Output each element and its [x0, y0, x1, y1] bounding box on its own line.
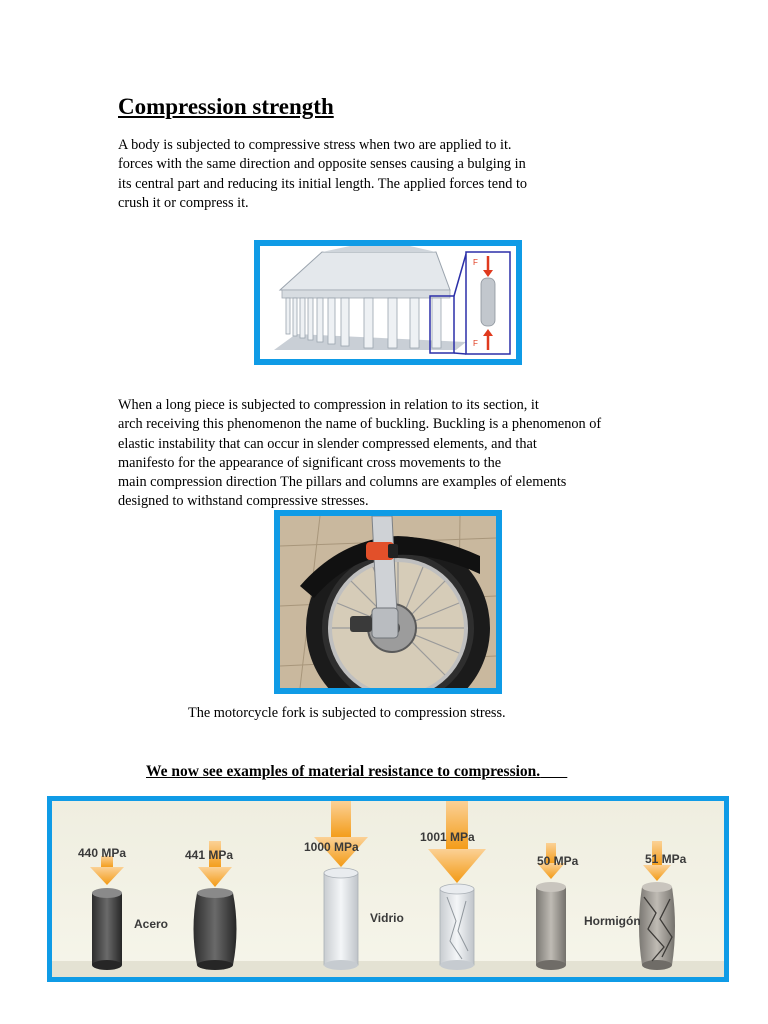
buckling-paragraph: [118, 396, 601, 512]
text-line: crush it or compress it.: [118, 194, 249, 211]
material-name: Acero: [134, 917, 169, 931]
material-name: Hormigón: [584, 914, 641, 928]
glass-specimen: [324, 868, 358, 970]
text-line: main compression direction The pillars and columns are examples of elements: [118, 474, 567, 491]
pressure-label: 1000 MPa: [304, 840, 359, 854]
materials-heading-text: We now see examples of material resistance to compression.: [146, 763, 541, 780]
page-title: Compression strength: [118, 94, 334, 119]
concrete-specimen-cracked: [639, 882, 675, 970]
motorcycle-wheel-illustration: [280, 516, 496, 688]
text-line: elastic instability that can occur in slender compressed elements, and that: [118, 435, 537, 452]
pressure-label: 440 MPa: [78, 846, 127, 860]
materials-illustration: [52, 801, 724, 977]
motorcycle-photo: [274, 510, 502, 694]
text-line: forces with the same direction and opposite senses causing a bulging in: [118, 156, 526, 173]
pressure-label: 1001 MPa: [420, 830, 475, 844]
text-line: manifesto for the appearance of significant cross movements to the: [118, 454, 502, 471]
materials-figure: [47, 796, 729, 982]
pressure-label: 441 MPa: [185, 848, 234, 862]
steel-specimen-compressed: [194, 888, 237, 970]
glass-specimen-cracked: [440, 884, 474, 970]
force-label-top: F: [473, 258, 478, 267]
temple-illustration: [260, 246, 516, 359]
steel-specimen: [92, 888, 122, 970]
text-line: When a long piece is subjected to compression in relation to its section, it: [118, 397, 539, 413]
text-line: its central part and reducing its initial length. The applied forces tend to: [118, 175, 528, 192]
text-line: arch receiving this phenomenon the name of buckling. Buckling is a phenomenon of: [118, 416, 602, 433]
pressure-label: 51 MPa: [645, 852, 687, 866]
force-label-bottom: F: [473, 339, 478, 348]
intro-paragraph: [118, 136, 527, 213]
text-line: designed to withstand compressive stresses.: [118, 493, 369, 510]
materials-heading-trail: [540, 763, 567, 780]
concrete-specimen: [536, 882, 566, 970]
motorcycle-caption: The motorcycle fork is subjected to compression stress.: [188, 705, 506, 721]
pressure-label: 50 MPa: [537, 854, 579, 868]
material-name: Vidrio: [370, 911, 404, 925]
text-line: A body is subjected to compressive stress when two are applied to it.: [118, 137, 512, 153]
temple-figure: [254, 240, 522, 365]
materials-heading: [146, 763, 567, 781]
